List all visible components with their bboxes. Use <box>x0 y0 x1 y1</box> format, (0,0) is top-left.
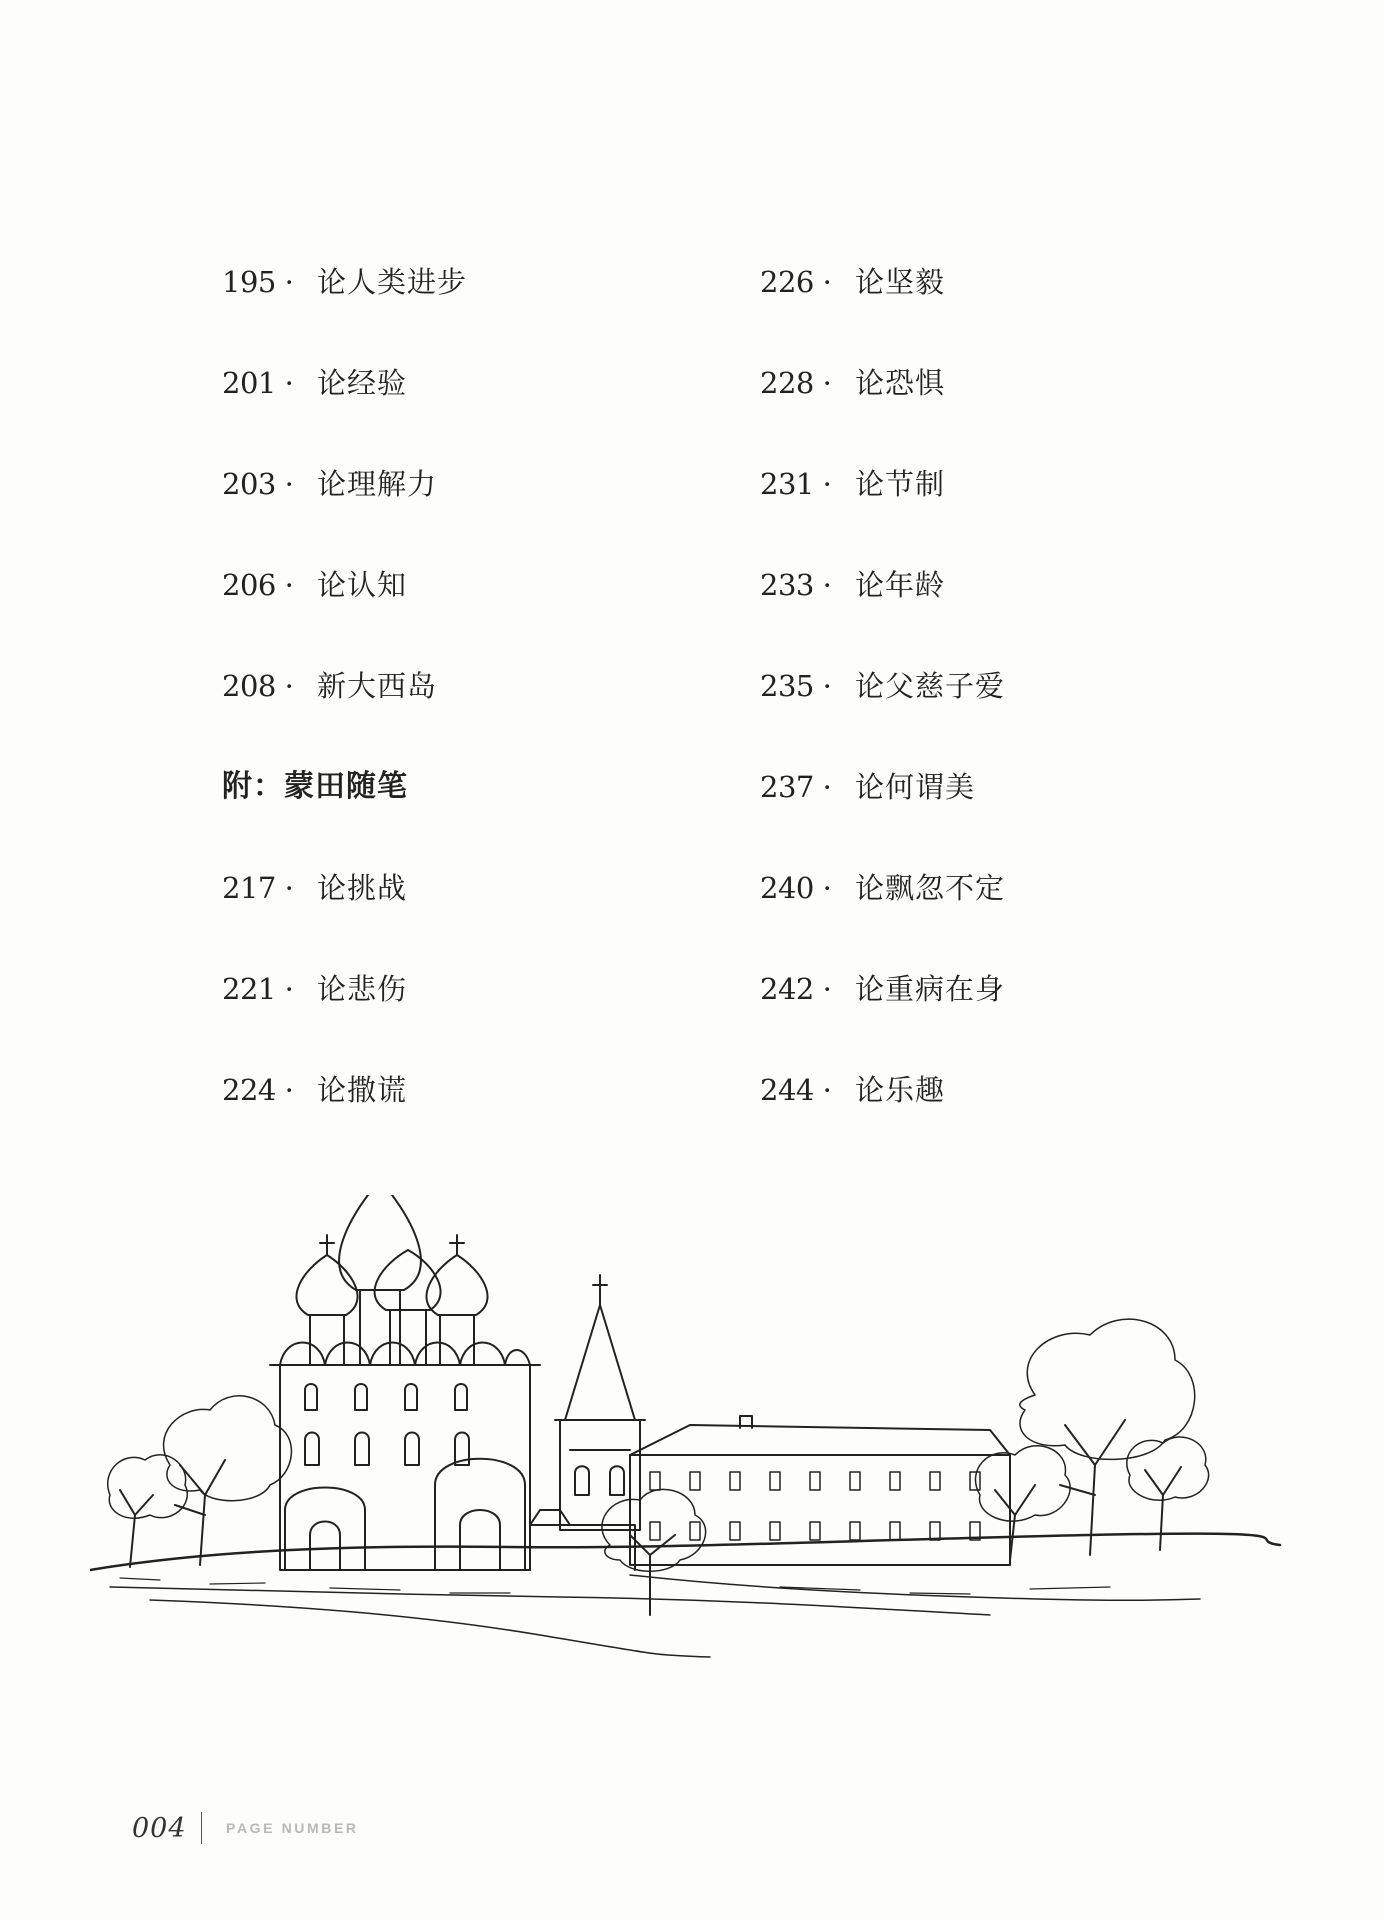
toc-page-number: 242 · <box>760 972 832 1006</box>
toc-entry <box>760 363 1280 464</box>
toc-page-number: 206 · <box>222 568 294 602</box>
monastery-illustration <box>90 1195 1290 1675</box>
toc-page-number: 203 · <box>222 467 294 501</box>
toc-entry-title: 论飘忽不定 <box>855 871 1006 905</box>
toc-entry-title: 论乐趣 <box>855 1073 946 1107</box>
toc-entry-title: 论悲伤 <box>317 972 408 1006</box>
toc-entry <box>760 262 1280 363</box>
toc-entry <box>222 565 742 666</box>
toc-page-number: 208 · <box>222 669 294 703</box>
toc-entry-title: 论认知 <box>317 568 408 602</box>
toc-page-number: 224 · <box>222 1073 294 1107</box>
toc-right-column <box>760 262 1280 1171</box>
toc-page-number: 226 · <box>760 265 832 299</box>
toc-entry <box>760 868 1280 969</box>
toc-page-number: 235 · <box>760 669 832 703</box>
toc-page-number: 217 · <box>222 871 294 905</box>
toc-entry <box>222 969 742 1070</box>
footer-divider <box>201 1812 203 1844</box>
toc-entry-title: 论重病在身 <box>855 972 1006 1006</box>
toc-entry <box>760 565 1280 666</box>
toc-page-number: 228 · <box>760 366 832 400</box>
toc-entry-title: 论撒谎 <box>317 1073 408 1107</box>
toc-page-number: 233 · <box>760 568 832 602</box>
toc-entry-title: 论挑战 <box>317 871 408 905</box>
toc-entry-title: 论理解力 <box>317 467 438 501</box>
toc-entry <box>222 666 742 767</box>
toc-page-number: 221 · <box>222 972 294 1006</box>
toc-entry <box>222 464 742 565</box>
toc-page-number: 231 · <box>760 467 832 501</box>
toc-entry <box>222 868 742 969</box>
toc-page-number: 195 · <box>222 265 294 299</box>
toc-entry-title: 论节制 <box>855 467 946 501</box>
toc-entry <box>760 969 1280 1070</box>
toc-entry <box>222 363 742 464</box>
toc-page-number: 237 · <box>760 770 832 804</box>
page-footer <box>132 1812 359 1844</box>
page-number-label: PAGE NUMBER <box>226 1820 359 1836</box>
appendix-heading: 附：蒙田随笔 <box>222 769 408 804</box>
toc-entry-title: 论何谓美 <box>855 770 976 804</box>
toc-entry-title: 新大西岛 <box>317 669 438 703</box>
toc-entry <box>760 464 1280 565</box>
toc-left-column <box>222 262 742 1171</box>
toc-entry-title: 论人类进步 <box>317 265 468 299</box>
toc-entry-title: 论恐惧 <box>855 366 946 400</box>
toc-entry <box>222 262 742 363</box>
toc-entry <box>760 1070 1280 1171</box>
toc-page-number: 240 · <box>760 871 832 905</box>
page-number: 004 <box>132 1812 187 1844</box>
toc-entry-title: 论年龄 <box>855 568 946 602</box>
toc-entry-title: 论经验 <box>317 366 408 400</box>
toc-entry-title: 论坚毅 <box>855 265 946 299</box>
toc-page-number: 201 · <box>222 366 294 400</box>
toc-entry <box>760 666 1280 767</box>
toc-page-number: 244 · <box>760 1073 832 1107</box>
toc-entry-title: 论父慈子爱 <box>855 669 1006 703</box>
toc-entry <box>760 767 1280 868</box>
toc-entry <box>222 1070 742 1171</box>
